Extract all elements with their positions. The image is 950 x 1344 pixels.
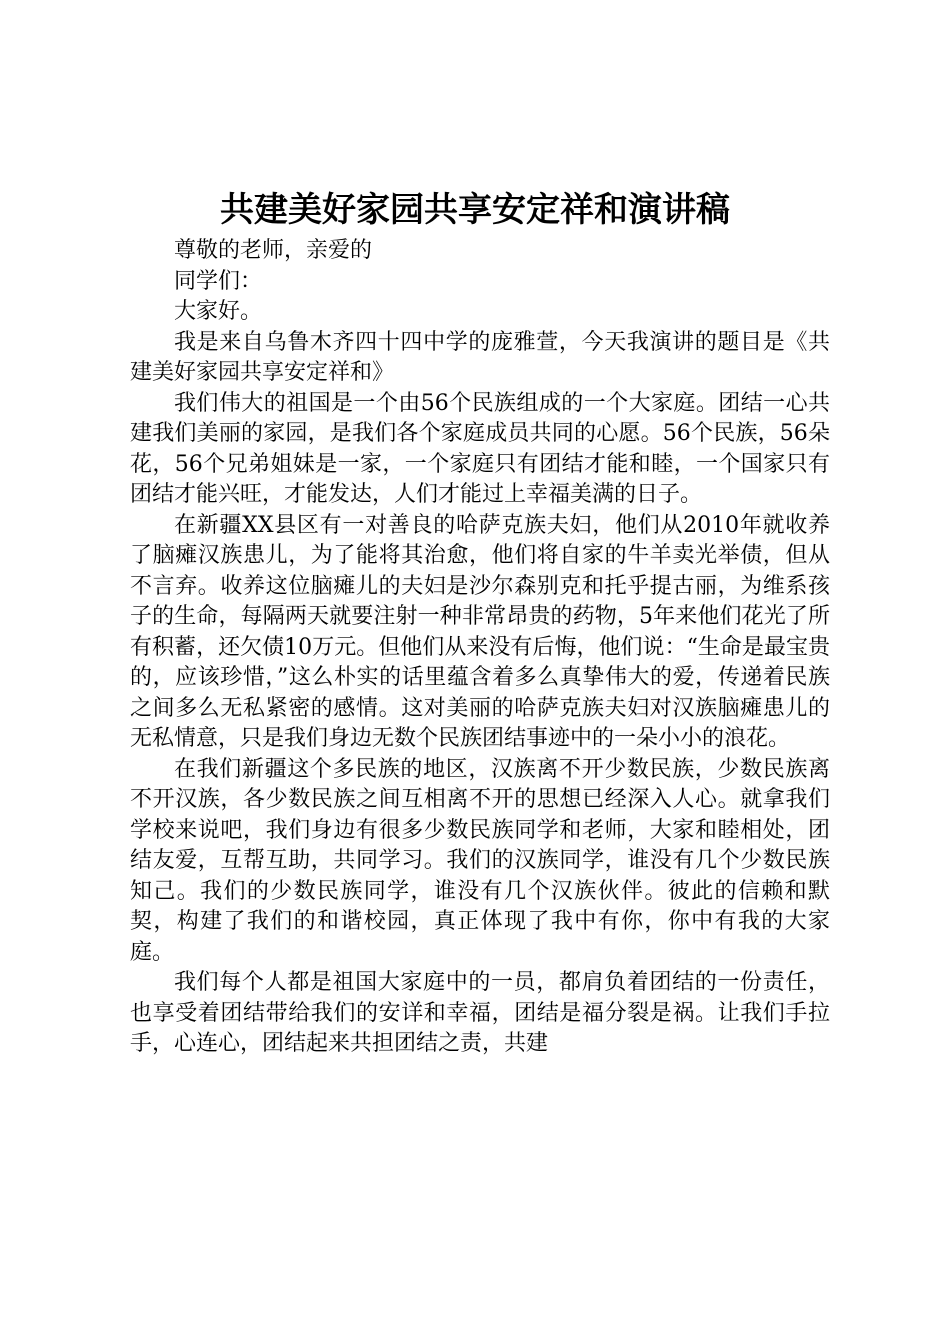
paragraph: 我们伟大的祖国是一个由56个民族组成的一个大家庭。团结一心共建我们美丽的家园，是我们各个家庭成员共同的心愿。56个民族，56朵花，56个兄弟姐妹是一家，一个家庭只有团结才能和睦，一个国家只有团结才能兴旺，才能发达，人们才能过上幸福美满的日子。	[130, 390, 830, 507]
paragraph: 我是来自乌鲁木齐四十四中学的庞雅萱，今天我演讲的题目是《共建美好家园共享安定祥和》	[130, 329, 830, 385]
document-title: 共建美好家园共享安定祥和演讲稿	[220, 190, 730, 230]
paragraph: 在我们新疆这个多民族的地区，汉族离不开少数民族，少数民族离不开汉族，各少数民族之间互相离不开的思想已经深入人心。就拿我们学校来说吧，我们身边有很多少数民族同学和老师，大家和睦相处，团结友爱，互帮互助，共同学习。我们的汉族同学，谁没有几个少数民族知己。我们的少数民族同学，谁没有几个汉族伙伴。彼此的信赖和默契，构建了我们的和谐校园，真正体现了我中有你，你中有我的大家庭。	[130, 756, 830, 965]
document-body	[130, 236, 830, 1060]
paragraph: 我们每个人都是祖国大家庭中的一员，都肩负着团结的一份责任，也享受着团结带给我们的安详和幸福，团结是福分裂是祸。让我们手拉手，心连心，团结起来共担团结之责，共建	[130, 970, 830, 1056]
greeting-line: 尊敬的老师，亲爱的	[174, 238, 373, 263]
paragraph: 在新疆XX县区有一对善良的哈萨克族夫妇，他们从2010年就收养了脑瘫汉族患儿，为了能将其治愈，他们将自家的牛羊卖光举债，但从不言弃。收养这位脑瘫儿的夫妇是沙尔森别克和托乎提古丽，为维系孩子的生命，每隔两天就要注射一种非常昂贵的药物，5年来他们花光了所有积蓄，还欠债10万元。但他们从来没有后悔，他们说：“生命是最宝贵的，应该珍惜，”这么朴实的话里蕴含着多么真挚伟大的爱，传递着民族之间多么无私紧密的感情。这对美丽的哈萨克族夫妇对汉族脑瘫患儿的无私情意，只是我们身边无数个民族团结事迹中的一朵小小的浪花。	[130, 512, 830, 751]
greeting-line: 大家好。	[174, 299, 263, 324]
greeting-line: 同学们：	[174, 268, 263, 294]
